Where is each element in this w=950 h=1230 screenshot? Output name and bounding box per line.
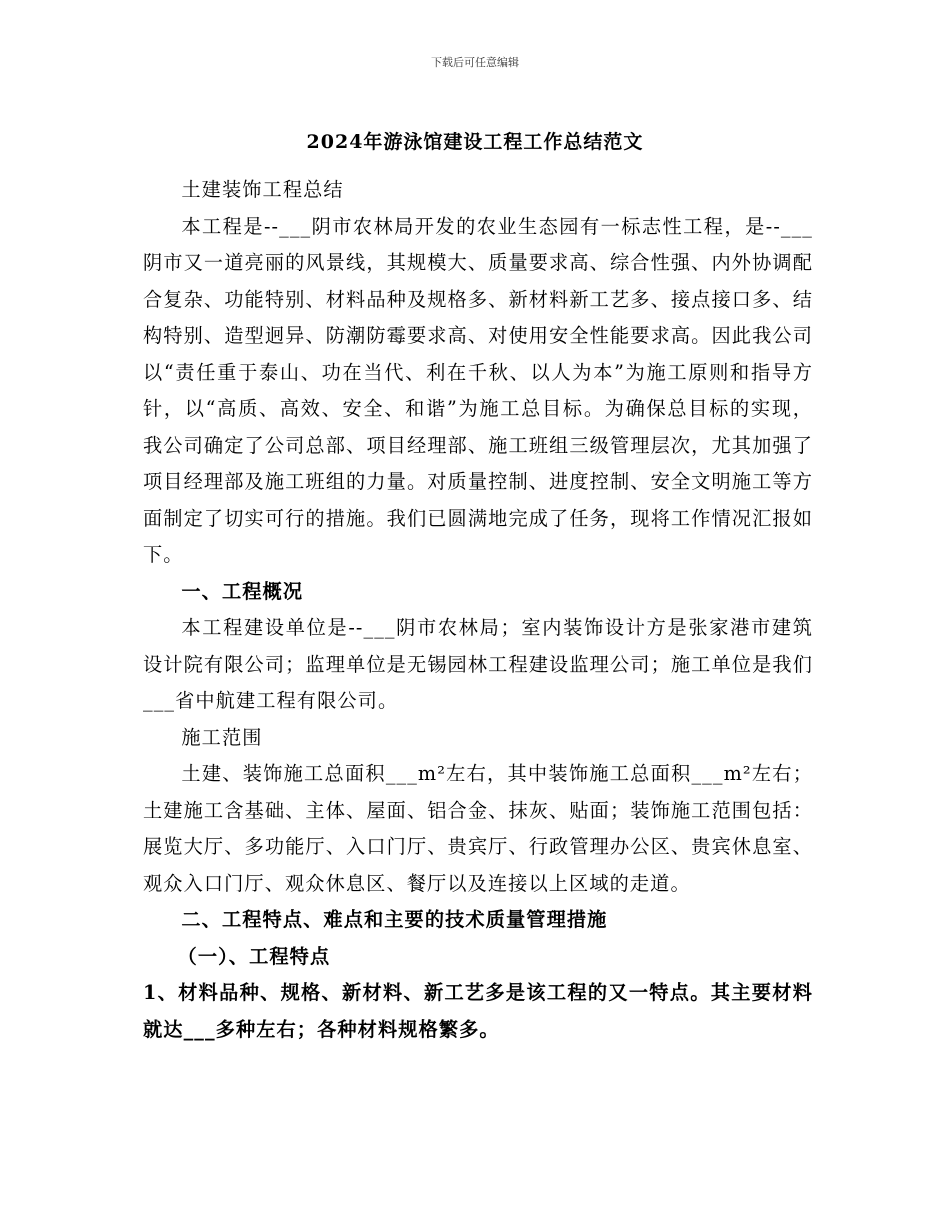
body-paragraph: 土建、装饰施工总面积___m²左右，其中装饰施工总面积___m²左右；土建施工含基础、主体、屋面、铝合金、抹灰、贴面；装饰施工范围包括：展览大厅、多功能厅、入口门厅、贵宾厅、行政管理办公区、贵宾休息室、观众入口门厅、观众休息区、餐厅以及连接以上区域的走道。 [143, 762, 813, 895]
section-heading: 土建装饰工程总结 [181, 178, 344, 201]
document-title: 2024年游泳馆建设工程工作总结范文 [306, 131, 644, 153]
body-paragraph: 本工程是--___阴市农林局开发的农业生态园有一标志性工程，是--___阴市又一道亮丽的风景线，其规模大、质量要求高、综合性强、内外协调配合复杂、功能特别、材料品种及规格多、新材料新工艺多、接点接口多、结构特别、造型迥异、防潮防霉要求高、对使用安全性能要求高。因此我公司以“责任重于泰山、功在当代、利在千秋、以人为本”为施工原则和指导方针，以“高质、高效、安全、和谐”为施工总目标。为确保总目标的实现，我公司确定了公司总部、项目经理部、施工班组三级管理层次，尤其加强了项目经理部及施工班组的力量。对质量控制、进度控制、安全文明施工等方面制定了切实可行的措施。我们已圆满地完成了任务，现将工作情况汇报如下。 [143, 214, 813, 566]
section-heading: 一、工程概况 [181, 579, 304, 603]
body-paragraph-bold: 1、材料品种、规格、新材料、新工艺多是该工程的又一特点。其主要材料就达___多种左右；各种材料规格繁多。 [143, 981, 813, 1041]
section-heading: 二、工程特点、难点和主要的技术质量管理措施 [181, 908, 608, 931]
body-paragraph: 本工程建设单位是--___阴市农林局；室内装饰设计方是张家港市建筑设计院有限公司；监理单位是无锡园林工程建设监理公司；施工单位是我们___省中航建工程有限公司。 [143, 616, 813, 712]
page-header: 下载后可任意编辑 [431, 56, 519, 69]
subsection-heading: （一）、工程特点 [177, 944, 331, 968]
subsection-heading: 施工范围 [181, 725, 263, 749]
document-body [143, 172, 813, 1048]
